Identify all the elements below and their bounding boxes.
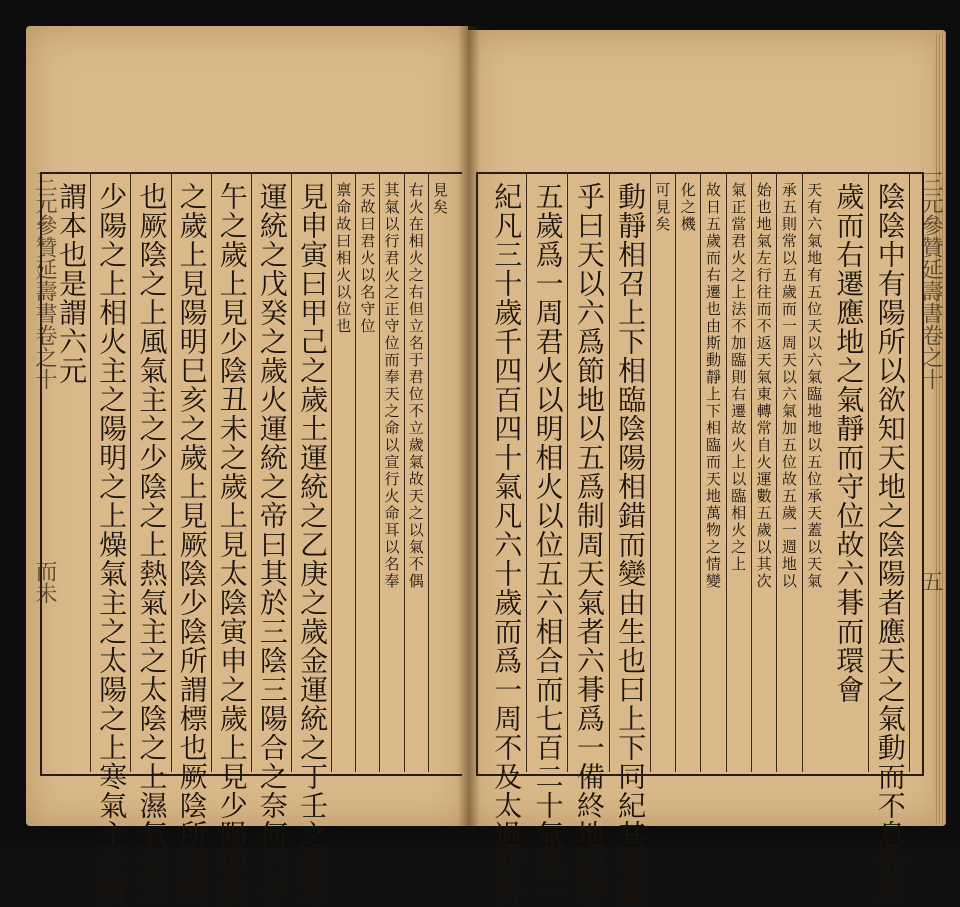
column-rule (700, 172, 701, 772)
column-rule (675, 172, 676, 772)
column-rule (802, 172, 803, 772)
column-rule (291, 172, 292, 772)
note-column: 禀命故曰相火以位也 (334, 182, 353, 335)
column-rule (331, 172, 332, 772)
note-column: 承五則常以五歲而一周天以六氣加五位故五歲一週地以 (779, 182, 798, 590)
text-column: 動靜相召上下相臨陰陽相錯而變由生也曰上下同紀其有數 (614, 182, 648, 907)
note-column: 故日五歲而右遷也由斯動靜上下相臨而天地萬物之情變 (704, 182, 722, 590)
note-column: 可見矣 (653, 182, 672, 233)
column-rule (355, 172, 356, 772)
column-rule (171, 172, 172, 772)
text-column: 五歲爲一周君火以明相火以位五六相合而七百二十氣爲一 (531, 182, 565, 907)
note-column: 見矣 (430, 182, 449, 216)
column-rule (404, 172, 405, 772)
column-rule (379, 172, 380, 772)
column-rule (251, 172, 252, 772)
note-column: 天有六氣地有五位天以六氣臨地地以五位承天蓋以天氣 (805, 182, 824, 590)
column-rule (211, 172, 212, 772)
column-rule (130, 172, 131, 772)
right-gutter-title: 三元參贊延壽書卷之十 (918, 170, 943, 390)
text-column: 見申寅曰甲己之歲土運統之乙庚之歲金運統之丁壬之歲木 (296, 182, 330, 907)
text-column: 紀凡三十歲千四百四十氣凡六十歲而爲一周不及太過斯皆 (490, 182, 524, 907)
text-column: 謂本也是謂六元 (55, 182, 89, 385)
text-column: 少陽之上相火主之陽明之上燥氣主之太陽之上寒氣主之所 (95, 182, 129, 907)
column-rule (428, 172, 429, 772)
column-rule (526, 172, 527, 772)
column-rule (751, 172, 752, 772)
note-column: 其氣以行君火之正守位而奉天之命以宣行火命耳以名奉 (382, 182, 401, 590)
text-column: 之歲上見陽明巳亥之歲上見厥陰少陰所謂標也厥陰所謂終 (175, 182, 209, 907)
note-column: 化之機 (678, 182, 697, 233)
column-rule (90, 172, 91, 772)
note-column: 氣正當君火之上法不加臨則右遷故火上以臨相火之上 (729, 182, 748, 573)
text-column: 陰陰中有陽所以欲知天地之陰陽者應天之氣動而不息故五 (873, 182, 907, 907)
text-column: 運統之戊癸之歲火運統之帝曰其於三陰三陽合之奈何曰子 (255, 182, 289, 907)
text-column: 也厥陰之上風氣主之少陰之上熱氣主之太陰之上濕氣主之 (135, 182, 169, 907)
left-gutter-page: 而未 (32, 560, 57, 604)
column-rule (909, 172, 910, 772)
column-rule (868, 172, 869, 772)
text-column: 乎曰天以六爲節地以五爲制周天氣者六朞爲一備終地紀者 (572, 182, 606, 907)
note-column: 右火在相火之右但立名于君位不立歲氣故天之以氣不偶 (406, 182, 425, 590)
column-rule (609, 172, 610, 772)
note-column: 天故曰君火以名守位 (358, 182, 377, 335)
text-column: 歲而右遷應地之氣靜而守位故六朞而環會 (832, 182, 866, 704)
column-rule (776, 172, 777, 772)
column-rule (726, 172, 727, 772)
text-column: 午之歲上見少陰丑未之歲上見太陰寅申之歲上見少陽卯酉 (215, 182, 249, 907)
column-rule (650, 172, 651, 772)
note-column: 始也地氣左行往而不返天氣東轉常自火運數五歲以其次 (754, 182, 773, 590)
left-gutter-title: 三元參贊延壽書卷之十 (32, 170, 57, 390)
column-rule (567, 172, 568, 772)
right-gutter-page: 五 (918, 570, 943, 592)
